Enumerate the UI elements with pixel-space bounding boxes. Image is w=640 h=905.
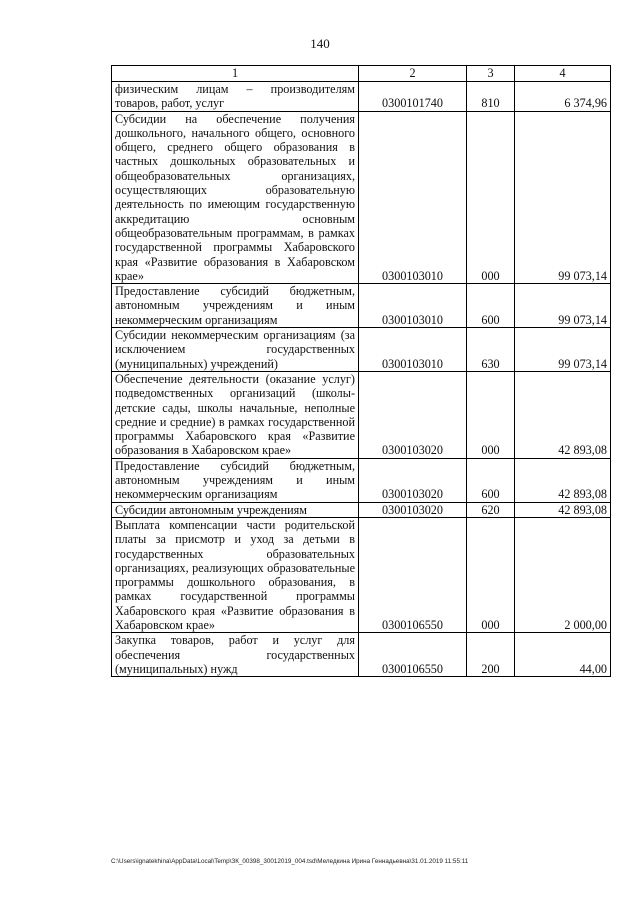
row-code: 0300103010: [359, 111, 467, 284]
row-code: 0300103020: [359, 371, 467, 458]
table-row: [112, 328, 611, 372]
table-header-row: [112, 66, 611, 82]
column-header: 2: [359, 66, 467, 82]
column-header: 4: [515, 66, 611, 82]
table-row: [112, 517, 611, 632]
row-code: 0300101740: [359, 82, 467, 112]
row-description: Субсидии на обеспечение получения дошкольного, начального общего, основного общего, среднего общего образования в частных дошкольных образовательных и общеобразовательных организациях, осуществляющих образовательную деятельность по имеющим государственную аккредитацию основным общеобразовательным программам, в рамках государственной программы Хабаровского края «Развитие образования в Хабаровском крае»: [112, 111, 359, 284]
row-code: 0300106550: [359, 633, 467, 677]
file-path-footer: C:\Users\ignatekhina\AppData\Local\Temp\ЗК_00398_30012019_004.tsd\Меледкина Ирина Геннадьевна\31.01.2019 11:55:11: [111, 858, 469, 865]
row-amount: 99 073,14: [515, 111, 611, 284]
page-number: 140: [310, 36, 330, 51]
row-code: 0300103010: [359, 284, 467, 328]
row-description: Предоставление субсидий бюджетным, автономным учреждениям и иным некоммерческим организациям: [112, 458, 359, 502]
budget-table: [111, 65, 611, 677]
table-row: [112, 111, 611, 284]
row-type: 000: [467, 111, 515, 284]
table-row: [112, 502, 611, 517]
row-amount: 99 073,14: [515, 328, 611, 372]
row-type: 000: [467, 517, 515, 632]
table-row: [112, 82, 611, 112]
row-code: 0300103010: [359, 328, 467, 372]
row-amount: 42 893,08: [515, 502, 611, 517]
row-amount: 44,00: [515, 633, 611, 677]
row-type: 620: [467, 502, 515, 517]
row-code: 0300103020: [359, 458, 467, 502]
row-description: Предоставление субсидий бюджетным, автономным учреждениям и иным некоммерческим организациям: [112, 284, 359, 328]
row-description: Субсидии автономным учреждениям: [112, 502, 359, 517]
table-row: [112, 458, 611, 502]
row-description: Выплата компенсации части родительской платы за присмотр и уход за детьми в государственных образовательных организациях, реализующих образовательные программы дошкольного образования, в рамках государственной программы Хабаровского края «Развитие образования в Хабаровском крае»: [112, 517, 359, 632]
column-header: 3: [467, 66, 515, 82]
row-type: 600: [467, 284, 515, 328]
row-amount: 6 374,96: [515, 82, 611, 112]
row-type: 630: [467, 328, 515, 372]
row-amount: 42 893,08: [515, 458, 611, 502]
row-description: физическим лицам – производителям товаров, работ, услуг: [112, 82, 359, 112]
row-amount: 42 893,08: [515, 371, 611, 458]
row-type: 200: [467, 633, 515, 677]
column-header: 1: [112, 66, 359, 82]
row-type: 000: [467, 371, 515, 458]
table-row: [112, 284, 611, 328]
row-amount: 99 073,14: [515, 284, 611, 328]
row-amount: 2 000,00: [515, 517, 611, 632]
row-type: 600: [467, 458, 515, 502]
row-type: 810: [467, 82, 515, 112]
row-description: Субсидии некоммерческим организациям (за исключением государственных (муниципальных) учреждений): [112, 328, 359, 372]
row-code: 0300106550: [359, 517, 467, 632]
table-row: [112, 633, 611, 677]
row-code: 0300103020: [359, 502, 467, 517]
row-description: Обеспечение деятельности (оказание услуг) подведомственных организаций (школы-детские сады, школы начальные, неполные средние и средние) в рамках государственной программы Хабаровского края «Развитие образования в Хабаровском крае»: [112, 371, 359, 458]
table-row: [112, 371, 611, 458]
row-description: Закупка товаров, работ и услуг для обеспечения государственных (муниципальных) нужд: [112, 633, 359, 677]
